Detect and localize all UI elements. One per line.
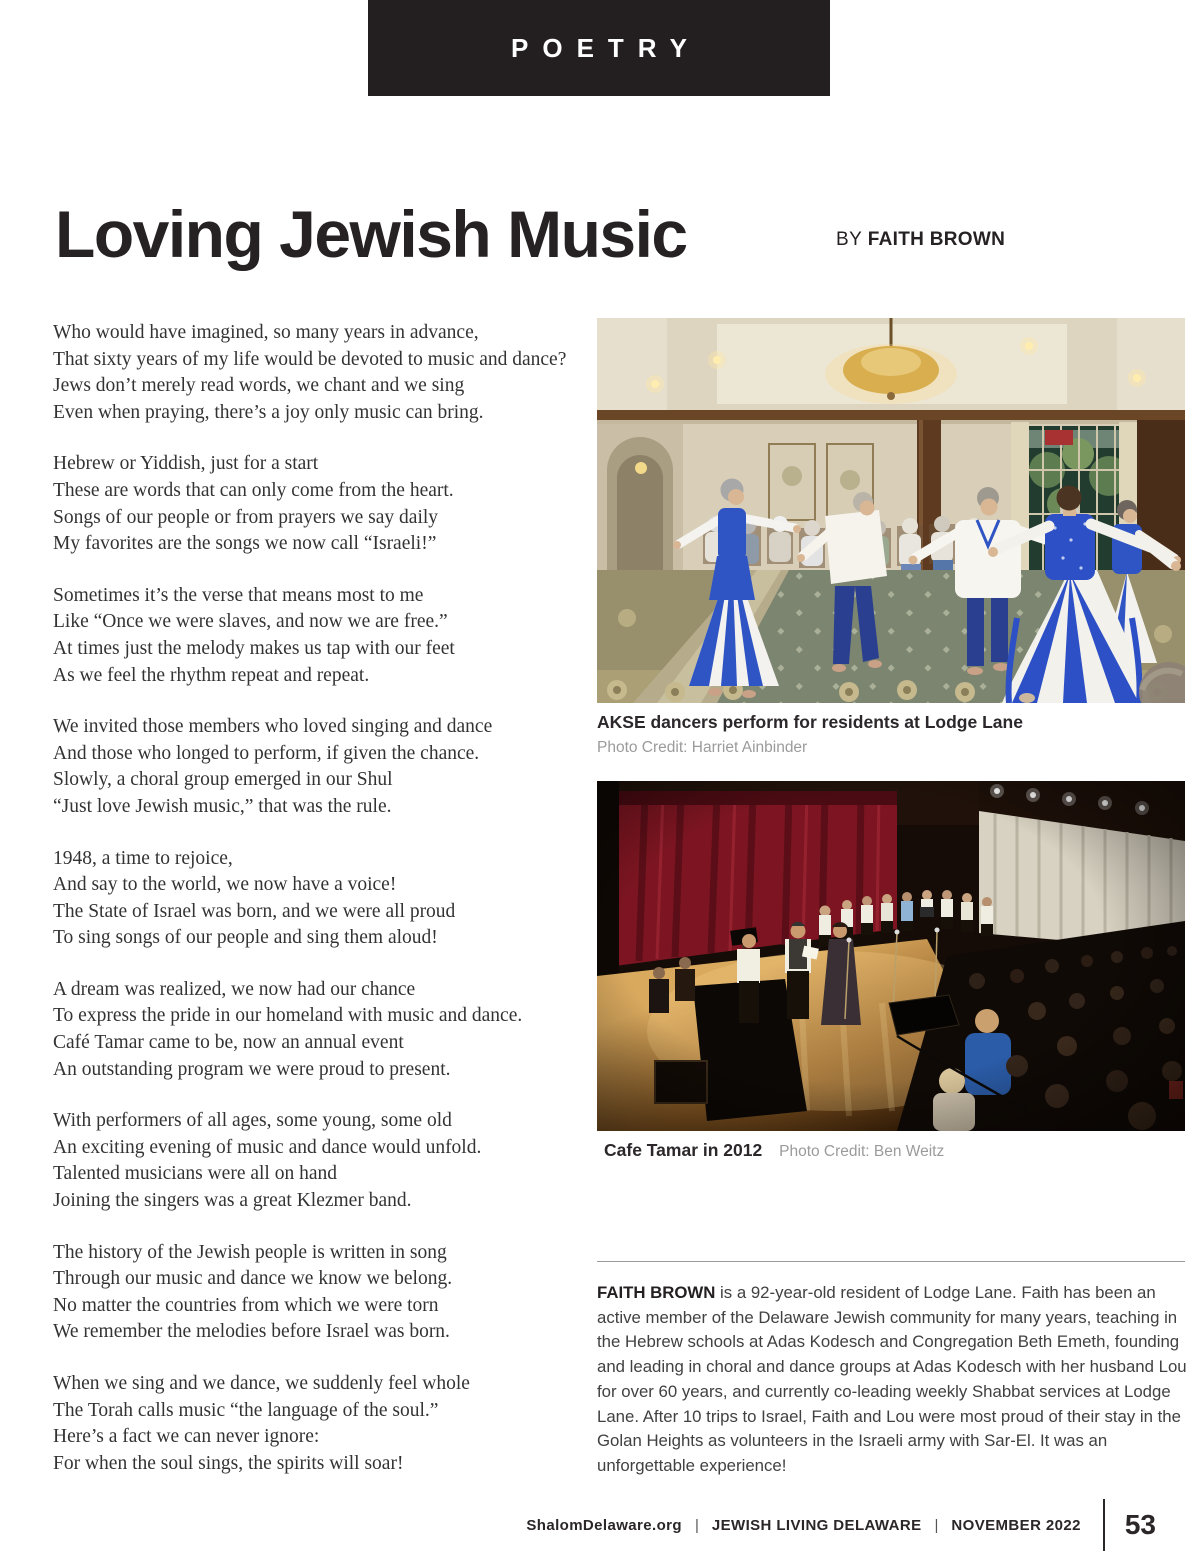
- poem-line: The history of the Jewish people is written in song: [53, 1241, 447, 1263]
- poem-line: Through our music and dance we know we belong.: [53, 1268, 453, 1290]
- poem-line: “Just love Jewish music,” that was the rule.: [53, 795, 392, 817]
- poem-stanza: [53, 451, 583, 557]
- poem-stanza: [53, 1371, 583, 1477]
- footer-separator: |: [934, 1516, 939, 1534]
- poem-line: Slowly, a choral group emerged in our Shul: [53, 769, 393, 791]
- section-banner: [368, 0, 830, 96]
- byline: [836, 229, 1005, 251]
- footer-divider-line: [1103, 1499, 1105, 1551]
- photo-cafe-tamar: [597, 781, 1185, 1131]
- poem-stanza: [53, 977, 583, 1083]
- poem-line: My favorites are the songs we now call “Israeli!”: [53, 533, 437, 555]
- byline-name: FAITH BROWN: [867, 229, 1006, 250]
- poem-line: Sometimes it’s the verse that means most to me: [53, 584, 424, 606]
- poem-line: As we feel the rhythm repeat and repeat.: [53, 664, 370, 686]
- poem-line: Even when praying, there’s a joy only music can bring.: [53, 401, 484, 423]
- photo1-credit: Photo Credit: Harriet Ainbinder: [597, 739, 808, 756]
- poem-line: We remember the melodies before Israel was born.: [53, 1321, 450, 1343]
- poem-line: The Torah calls music “the language of the soul.”: [53, 1399, 439, 1421]
- poem-stanza: [53, 583, 583, 689]
- footer-issue: NOVEMBER 2022: [951, 1516, 1081, 1534]
- poem-line: The State of Israel was born, and we were all proud: [53, 900, 456, 922]
- photo-akse-dancers: [597, 318, 1185, 703]
- poem-line: Like “Once we were slaves, and now we are free.”: [53, 611, 448, 633]
- poem-line: We invited those members who loved singing and dance: [53, 716, 493, 738]
- poem-stanza: [53, 320, 583, 426]
- poem-line: Hebrew or Yiddish, just for a start: [53, 453, 319, 475]
- poem-line: A dream was realized, we now had our chance: [53, 978, 416, 1000]
- section-label: POETRY: [511, 32, 701, 63]
- poem-stanza: [53, 1108, 583, 1214]
- photo-cafe-tamar-illustration: [597, 781, 1185, 1131]
- page-number: 53: [1124, 1509, 1156, 1540]
- poem-line: Joining the singers was a great Klezmer band.: [53, 1190, 412, 1212]
- poem-line: At times just the melody makes us tap with our feet: [53, 637, 455, 659]
- footer-separator: |: [694, 1516, 699, 1534]
- poem-line: Songs of our people or from prayers we say daily: [53, 506, 439, 528]
- poem-line: Who would have imagined, so many years in advance,: [53, 322, 479, 343]
- poem-line: For when the soul sings, the spirits will soar!: [53, 1452, 404, 1474]
- poem-line: 1948, a time to rejoice,: [53, 847, 233, 869]
- poem-line: To sing songs of our people and sing them aloud!: [53, 927, 438, 949]
- page-title: Loving Jewish Music: [55, 197, 687, 271]
- author-bio-text: is a 92-year-old resident of Lodge Lane. Faith has been an active member of the Delaware Jewish community for many years, teaching in the Hebrew schools at Adas Kodesch and Congregation Beth Emeth, founding and leading in choral and dance groups at Adas Kodesch with her husband Lou for over 60 years, and currently co-leading weekly Shabbat services at Lodge Lane. After 10 trips to Israel, Faith and Lou were most proud of their stay in the Golan Heights as volunteers in the Israeli army with Sar-El. It was an unforgettable experience!: [597, 1283, 1187, 1475]
- poem-line: To express the pride in our homeland with music and dance.: [53, 1005, 523, 1027]
- poem: [53, 320, 583, 1502]
- poem-line: And say to the world, we now have a voice!: [53, 874, 397, 896]
- poem-line: Talented musicians were all on hand: [53, 1163, 337, 1185]
- poem-line: An exciting evening of music and dance would unfold.: [53, 1136, 482, 1158]
- poem-line: No matter the countries from which we were torn: [53, 1294, 439, 1316]
- poem-line: Jews don’t merely read words, we chant and we sing: [53, 375, 465, 397]
- poem-line: With performers of all ages, some young, some old: [53, 1110, 452, 1132]
- poem-line: When we sing and we dance, we suddenly feel whole: [53, 1373, 470, 1394]
- poem-line: That sixty years of my life would be devoted to music and dance?: [53, 348, 567, 370]
- photo2-caption-row: [604, 1140, 1185, 1161]
- footer-site: ShalomDelaware.org: [526, 1516, 682, 1534]
- page-footer: [526, 1496, 1156, 1554]
- photo2-credit: Photo Credit: Ben Weitz: [779, 1143, 945, 1160]
- byline-prefix: BY: [836, 229, 868, 250]
- photo-akse-dancers-illustration: [597, 318, 1185, 703]
- author-bio: [597, 1281, 1189, 1479]
- poem-line: An outstanding program we were proud to present.: [53, 1058, 451, 1080]
- author-bio-name: FAITH BROWN: [597, 1283, 716, 1302]
- poem-line: Here’s a fact we can never ignore:: [53, 1426, 320, 1448]
- poem-line: Café Tamar came to be, now an annual event: [53, 1032, 404, 1054]
- photo1-caption: AKSE dancers perform for residents at Lodge Lane: [597, 712, 1023, 732]
- poem-stanza: [53, 714, 583, 820]
- poem-line: These are words that can only come from the heart.: [53, 479, 454, 501]
- bio-divider: [597, 1261, 1185, 1262]
- poem-stanza: [53, 846, 583, 952]
- photo2-caption: Cafe Tamar in 2012: [604, 1140, 763, 1160]
- footer-publication: JEWISH LIVING DELAWARE: [711, 1516, 922, 1534]
- poem-stanza: [53, 1240, 583, 1346]
- poem-line: And those who longed to perform, if given the chance.: [53, 742, 480, 764]
